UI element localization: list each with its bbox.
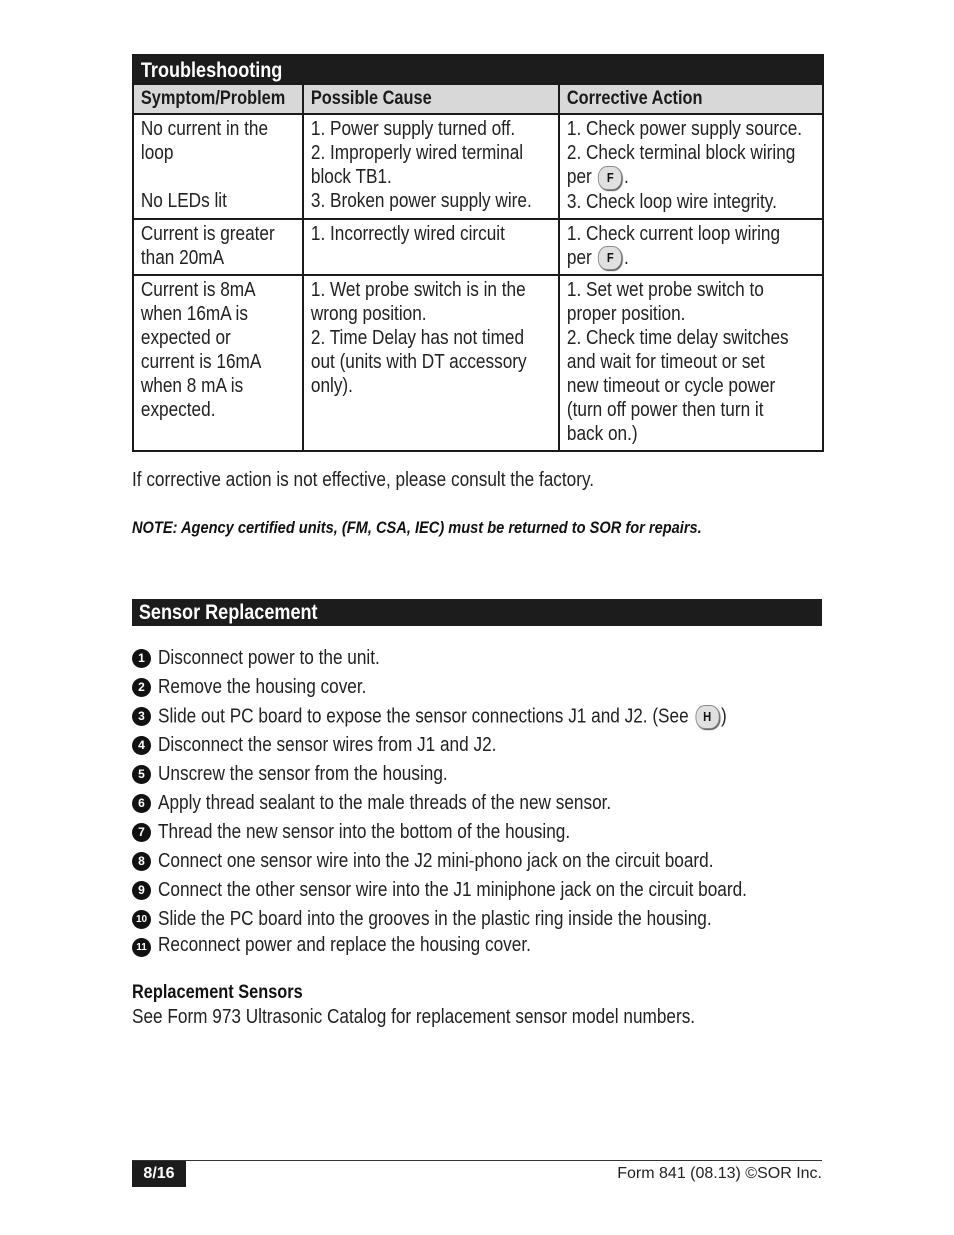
step-number: 8 xyxy=(132,852,151,871)
step-number: 3 xyxy=(132,707,151,726)
symptom-cell: Current is 8mA when 16mA is expected or current is 16mA when 8 mA is expected. xyxy=(133,275,303,451)
step-number: 1 xyxy=(132,649,151,668)
step-number: 2 xyxy=(132,678,151,697)
action-cell: 1. Set wet probe switch to proper position. 2. Check time delay switches and wait for timeout or set new timeout or cycle power (turn off power then turn it back on.) xyxy=(559,275,823,451)
step-number: 7 xyxy=(132,823,151,842)
step-number: 5 xyxy=(132,765,151,784)
symptom-cell: No current in the loop No LEDs lit xyxy=(133,114,303,219)
replacement-sensors-text: See Form 973 Ultrasonic Catalog for replacement sensor model numbers. xyxy=(132,1006,696,1028)
step-number: 11 xyxy=(132,938,151,957)
figure-f-badge[interactable]: F xyxy=(598,166,622,190)
cause-cell: 1. Incorrectly wired circuit xyxy=(303,219,559,276)
figure-f-badge[interactable]: F xyxy=(598,246,622,270)
action-cell: 1. Check current loop wiring per F . xyxy=(559,219,823,276)
header-cause: Possible Cause xyxy=(303,84,559,114)
replacement-sensors-heading: Replacement Sensors xyxy=(132,982,303,1003)
sensor-replacement-title: Sensor Replacement xyxy=(132,599,822,626)
cause-cell: 1. Wet probe switch is in the wrong position. 2. Time Delay has not timed out (units with DT accessory only). xyxy=(303,275,559,451)
agency-note: NOTE: Agency certified units, (FM, CSA, IEC) must be returned to SOR for repairs. xyxy=(132,518,702,537)
troubleshooting-table xyxy=(132,54,824,452)
step-number: 4 xyxy=(132,736,151,755)
table-row xyxy=(133,114,823,219)
action-cell: 1. Check power supply source. 2. Check terminal block wiring per F . 3. Check loop wire integrity. xyxy=(559,114,823,219)
troubleshooting-title: Troubleshooting xyxy=(133,55,823,84)
form-info: Form 841 (08.13) ©SOR Inc. xyxy=(617,1165,822,1182)
step-number: 6 xyxy=(132,794,151,813)
symptom-cell: Current is greater than 20mA xyxy=(133,219,303,276)
page-number: 8/16 xyxy=(132,1161,186,1187)
header-symptom: Symptom/Problem xyxy=(133,84,303,114)
step-number: 9 xyxy=(132,881,151,900)
factory-note: If corrective action is not effective, please consult the factory. xyxy=(132,469,595,491)
footer-divider xyxy=(132,1160,822,1161)
step-number: 10 xyxy=(132,910,151,929)
cause-cell: 1. Power supply turned off. 2. Improperly wired terminal block TB1. 3. Broken power supply wire. xyxy=(303,114,559,219)
table-row xyxy=(133,219,823,276)
table-row xyxy=(133,275,823,451)
figure-h-badge[interactable]: H xyxy=(695,705,719,729)
header-action: Corrective Action xyxy=(559,84,823,114)
